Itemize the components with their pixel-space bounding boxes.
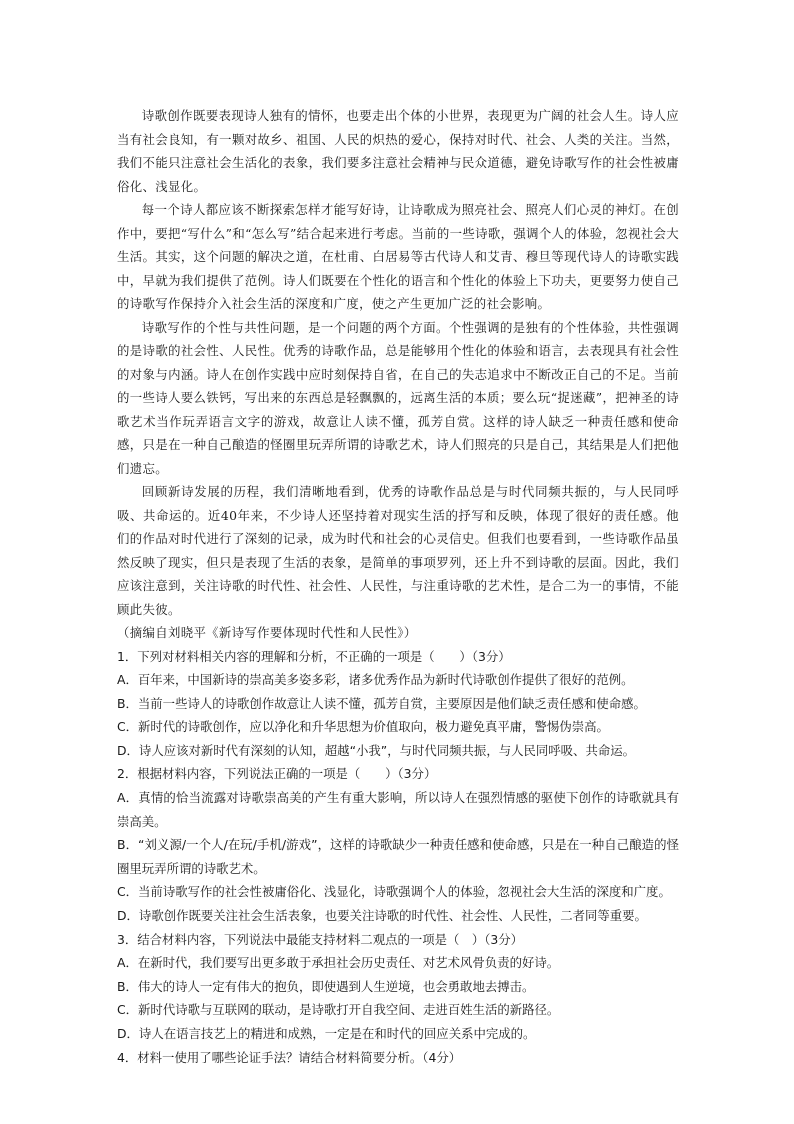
passage-source: （摘编自刘晓平《新诗写作要体现时代性和人民性》） <box>117 625 417 640</box>
question-option: C．当前诗歌写作的社会性被庸俗化、浅显化，诗歌强调个人的体验，忽视社会大生活的深度和广度。 <box>117 884 671 900</box>
question-stem: 2．根据材料内容，下列说法正确的一项是（ ）（3分） <box>117 766 437 782</box>
question-3 <box>117 928 679 1046</box>
exam-page <box>117 104 679 1069</box>
passage-paragraph-4: 回顾新诗发展的历程，我们清晰地看到，优秀的诗歌作品总是与时代同频共振的，与人民同呼吸、共命运的。近40年来，不少诗人还坚持着对现实生活的抒写和反映，体现了很好的责任感。他们的作品对时代进行了深刻的记录，成为时代和社会的心灵信史。但我们也要看到，一些诗歌作品虽然反映了现实，但只是表现了生活的表象，是简单的事项罗列，还上升不到诗歌的层面。因此，我们应该注意到，关注诗歌的时代性、社会性、人民性，与注重诗歌的艺术性，是合二为一的事情，不能顾此失彼。 <box>117 484 679 617</box>
question-option: C．新时代诗歌与互联网的联动，是诗歌打开自我空间、走进百姓生活的新路径。 <box>117 1002 560 1018</box>
question-option: B．“刘义源/一个人/在玩/手机/游戏”，这样的诗歌缺少一种责任感和使命感，只是在一种自己酿造的怪圈里玩弄所谓的诗歌艺术。 <box>117 837 679 876</box>
question-stem: 4．材料一使用了哪些论证手法？请结合材料简要分析。（4分） <box>117 1049 462 1065</box>
question-option: A．百年来，中国新诗的崇高美多姿多彩，诸多优秀作品为新时代诗歌创作提供了很好的范例。 <box>117 672 634 688</box>
question-option: D．诗人在语言技艺上的精进和成熟，一定是在和时代的回应关系中完成的。 <box>117 1026 536 1041</box>
question-option: A．真情的恰当流露对诗歌崇高美的产生有重大影响，所以诗人在强烈情感的驱使下创作的诗歌就具有崇高美。 <box>117 790 679 829</box>
question-option: C．新时代的诗歌创作，应以净化和升华思想为价值取向，极力避免真平庸，警惕伪崇高。 <box>117 719 609 735</box>
reading-passage <box>117 104 679 645</box>
question-list <box>117 645 679 1070</box>
passage-paragraph-1: 诗歌创作既要表现诗人独有的情怀，也要走出个体的小世界，表现更为广阔的社会人生。诗人应当有社会良知，有一颗对故乡、祖国、人民的炽热的爱心，保持对时代、社会、人类的关注。当然，我们不能只注意社会生活化的表象，我们要多注意社会精神与民众道德，避免诗歌写作的社会性被庸俗化、浅显化。 <box>117 108 679 194</box>
question-option: A．在新时代，我们要写出更多敢于承担社会历史责任、对艺术风骨负责的好诗。 <box>117 955 560 971</box>
question-4 <box>117 1046 679 1070</box>
question-option: D．诗人应该对新时代有深刻的认知，超越“小我”，与时代同频共振，与人民同呼吸、共命运。 <box>117 742 636 758</box>
passage-paragraph-3: 诗歌写作的个性与共性问题，是一个问题的两个方面。个性强调的是独有的个性体验，共性强调的是诗歌的社会性、人民性。优秀的诗歌作品，总是能够用个性化的体验和语言，去表现具有社会性的对象与内涵。诗人在创作实践中应时刻保持自省，在自己的失志追求中不断改正自己的不足。当前的一些诗人要么铁钙，写出来的东西总是轻飘飘的，远离生活的本质；要么玩“捉迷藏”，把神圣的诗歌艺术当作玩弄语言文字的游戏，故意让人读不懂，孤芳自赏。这样的诗人缺乏一种责任感和使命感，只是在一种自己酿造的怪圈里玩弄所谓的诗歌艺术，诗人们照亮的只是自己，其结果是人们把他们遗忘。 <box>117 319 679 476</box>
question-1 <box>117 645 679 763</box>
question-stem: 1．下列对材料相关内容的理解和分析，不正确的一项是（ ）（3分） <box>117 648 511 664</box>
question-option: B．当前一些诗人的诗歌创作故意让人读不懂，孤芳自赏，主要原因是他们缺乏责任感和使命感。 <box>117 695 646 711</box>
question-option: D．诗歌创作既要关注社会生活表象，也要关注诗歌的时代性、社会性、人民性，二者同等重要。 <box>117 908 647 924</box>
passage-paragraph-2: 每一个诗人都应该不断探索怎样才能写好诗，让诗歌成为照亮社会、照亮人们心灵的神灯。在创作中，要把“写什么”和“怎么写”结合起来进行考虑。当前的一些诗歌，强调个人的体验，忽视社会大生活。其实，这个问题的解决之道，在杜甫、白居易等古代诗人和艾青、穆旦等现代诗人的诗歌实践中，早就为我们提供了范例。诗人们既要在个性化的语言和个性化的体验上下功夫，更要努力使自己的诗歌写作保持介入社会生活的深度和广度，使之产生更加广泛的社会影响。 <box>117 202 679 311</box>
question-option: B．伟大的诗人一定有伟大的抱负，即使遇到人生逆境，也会勇敢地去搏击。 <box>117 978 535 994</box>
question-stem: 3．结合材料内容，下列说法中最能支持材料二观点的一项是（ ）（3分） <box>117 931 524 947</box>
question-2 <box>117 762 679 927</box>
